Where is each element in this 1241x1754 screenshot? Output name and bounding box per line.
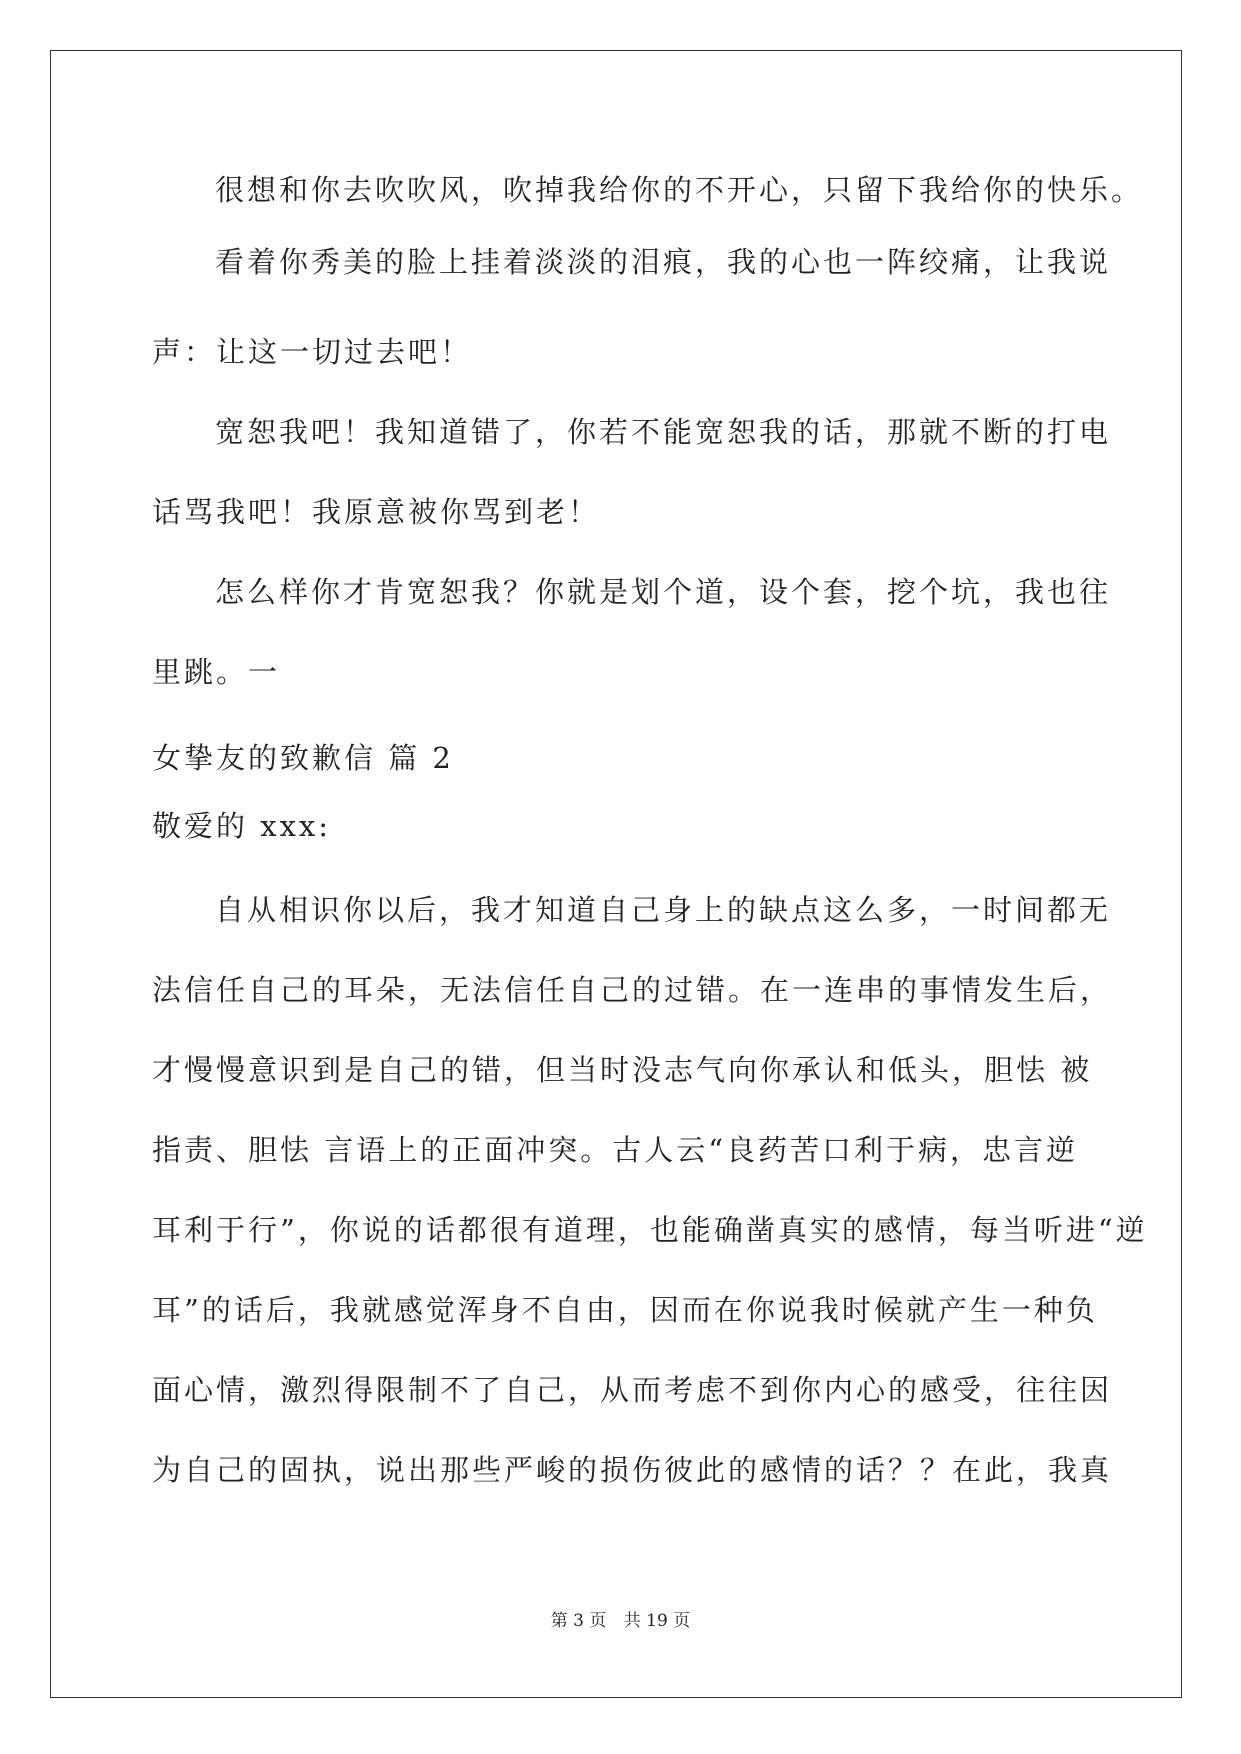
- paragraph-line: 自从相识你以后，我才知道自己身上的缺点这么多，一时间都无: [215, 893, 1112, 927]
- paragraph-line: 话骂我吧！我原意被你骂到老！: [152, 495, 601, 529]
- paragraph-line: 看着你秀美的脸上挂着淡淡的泪痕，我的心也一阵绞痛，让我说: [215, 245, 1112, 279]
- paragraph-line: 耳”的话后，我就感觉浑身不自由，因而在你说我时候就产生一种负: [152, 1293, 1098, 1327]
- paragraph-line: 宽恕我吧！我知道错了，你若不能宽恕我的话，那就不断的打电: [215, 415, 1112, 449]
- paragraph-line: 才慢慢意识到是自己的错，但当时没志气向你承认和低头，胆怯 被: [152, 1053, 1093, 1087]
- paragraph-line: 法信任自己的耳朵，无法信任自己的过错。在一连串的事情发生后，: [152, 973, 1113, 1007]
- paragraph-line: 耳利于行”，你说的话都很有道理，也能确凿真实的感情，每当听进“逆: [152, 1213, 1148, 1247]
- page-number: 第 3 页: [550, 1611, 607, 1631]
- page-total: 共 19 页: [623, 1611, 691, 1631]
- paragraph-line: 指责、胆怯 言语上的正面冲突。古人云“良药苦口利于病，忠言逆: [152, 1133, 1079, 1167]
- section-heading: 女挚友的致歉信 篇 2: [152, 741, 454, 775]
- paragraph-line: 很想和你去吹吹风，吹掉我给你的不开心，只留下我给你的快乐。: [215, 173, 1144, 207]
- page-border: [50, 50, 1182, 1698]
- paragraph-line: 面心情，激烈得限制不了自己，从而考虑不到你内心的感受，往往因: [152, 1373, 1113, 1407]
- page-footer: [0, 1606, 1241, 1631]
- paragraph-line: 声：让这一切过去吧！: [152, 335, 473, 369]
- salutation: 敬爱的 xxx:: [152, 809, 332, 843]
- paragraph-line: 怎么样你才肯宽恕我？你就是划个道，设个套，挖个坑，我也往: [215, 575, 1112, 609]
- paragraph-line: 里跳。一: [152, 655, 281, 689]
- paragraph-line: 为自己的固执，说出那些严峻的损伤彼此的感情的话？？在此，我真: [152, 1453, 1113, 1487]
